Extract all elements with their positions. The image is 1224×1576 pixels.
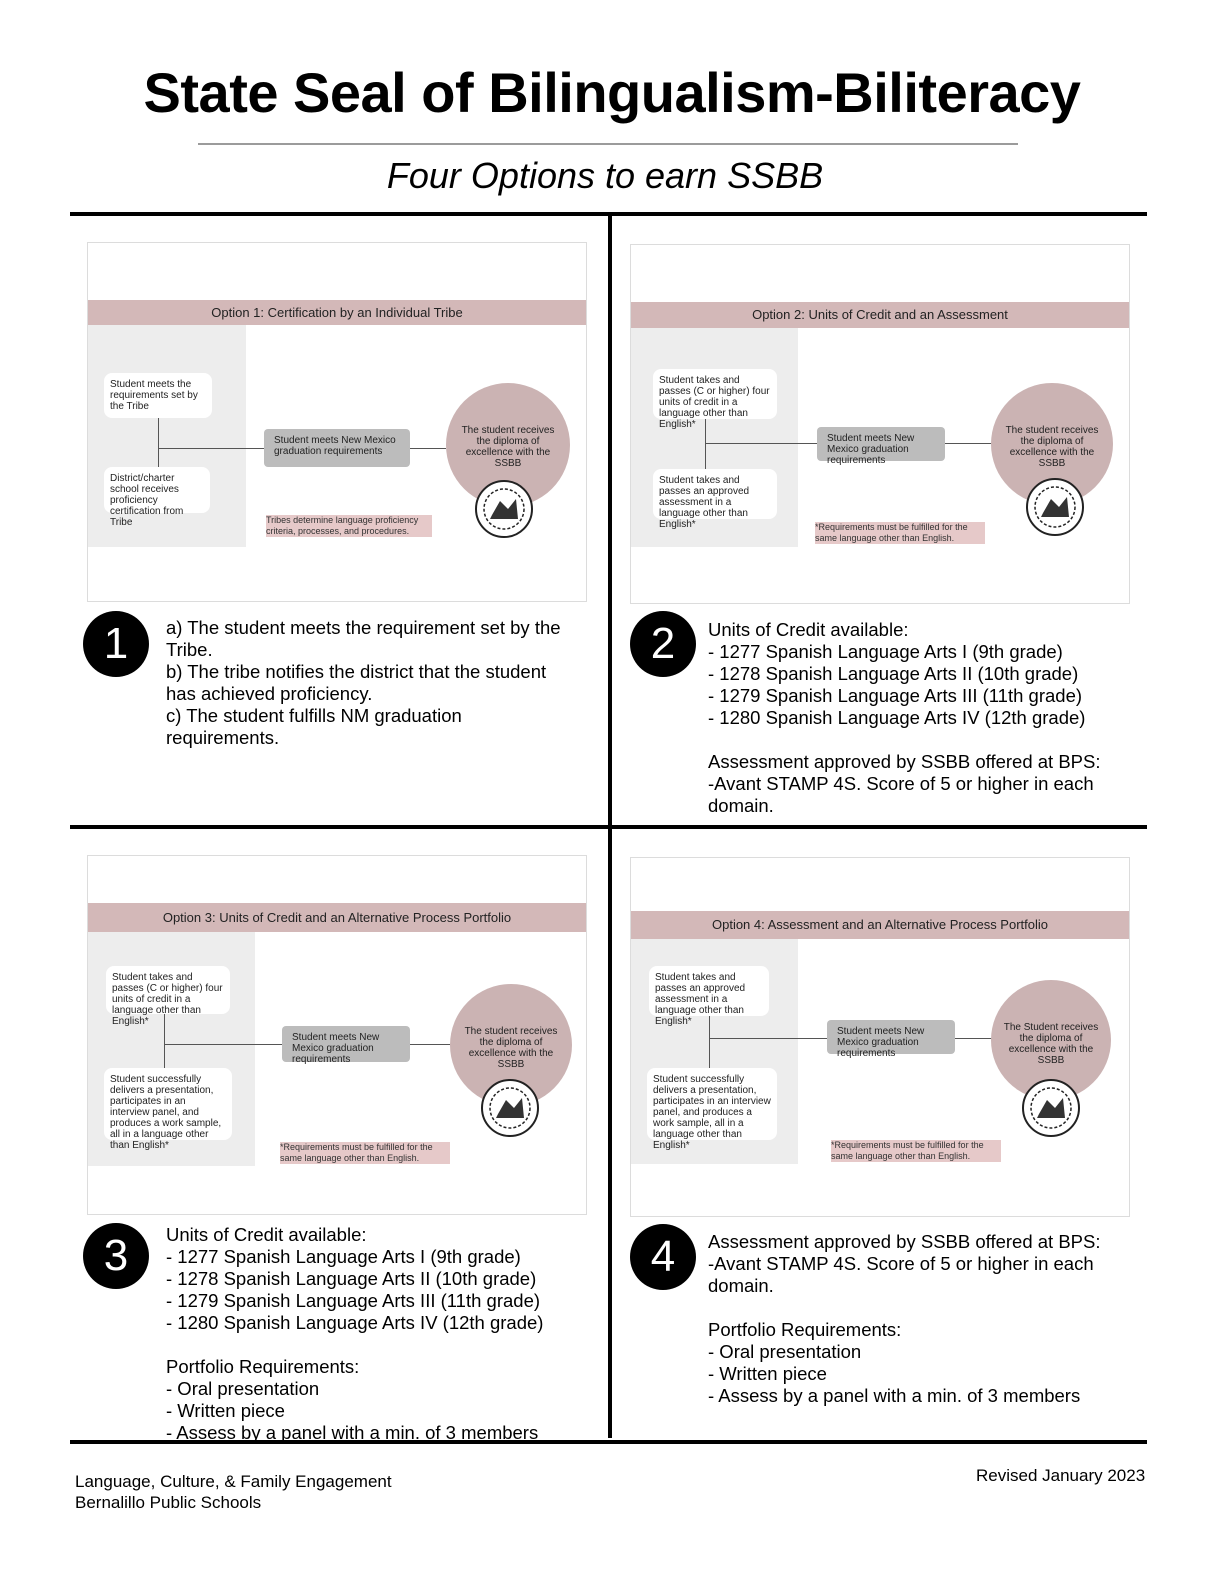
connector: [410, 1044, 450, 1045]
option-4-assessment-box: Student takes and passes an approved assessment in a language other than English*: [649, 966, 769, 1016]
connector: [955, 1038, 993, 1039]
option-1-slide: [87, 242, 587, 602]
option-4-portfolio-box: Student successfully delivers a presentation, participates in an interview panel, and produces a work sample, all in a language other than English*: [647, 1068, 777, 1140]
connector: [709, 1016, 710, 1068]
option-1-slide-heading: Option 1: Certification by an Individual Tribe: [88, 300, 586, 325]
option-4-note: *Requirements must be fulfilled for the same language other than English.: [831, 1140, 1001, 1162]
option-3-graduation-box: Student meets New Mexico graduation requirements: [282, 1026, 410, 1062]
state-seal-icon: [1021, 1078, 1081, 1138]
connector: [158, 448, 264, 449]
option-1-requirement-box: Student meets the requirements set by the Tribe: [104, 373, 212, 418]
option-3-credit-box: Student takes and passes (C or higher) four units of credit in a language other than English*: [106, 966, 230, 1014]
option-1-note: Tribes determine language proficiency criteria, processes, and procedures.: [266, 515, 432, 537]
state-seal-icon: [474, 479, 534, 539]
title-divider: [198, 143, 1018, 145]
option-1-diploma-text: The student receives the diploma of excellence with the SSBB: [461, 425, 555, 469]
option-2-graduation-box: Student meets New Mexico graduation requirements: [817, 427, 945, 461]
connector: [705, 419, 706, 471]
option-4-diploma-text: The Student receives the diploma of excellence with the SSBB: [1003, 1022, 1099, 1066]
option-2-assessment-box: Student takes and passes an approved assessment in a language other than English*: [653, 469, 777, 519]
option-4-graduation-box: Student meets New Mexico graduation requirements: [827, 1020, 955, 1054]
state-seal-icon: [1025, 477, 1085, 537]
option-4-slide-heading: Option 4: Assessment and an Alternative Process Portfolio: [631, 911, 1129, 939]
option-2-credit-box: Student takes and passes (C or higher) four units of credit in a language other than English*: [653, 369, 777, 419]
option-3-slide-heading: Option 3: Units of Credit and an Alternative Process Portfolio: [88, 903, 586, 932]
option-2-slide-heading: Option 2: Units of Credit and an Assessment: [631, 302, 1129, 328]
page-subtitle: Four Options to earn SSBB: [386, 155, 824, 196]
option-3-description: Units of Credit available: - 1277 Spanish Language Arts I (9th grade) - 1278 Spanish Language Arts II (10th grade) - 1279 Spanish Language Arts III (11th grade) - 1280 Spanish Language Arts IV (12th grade) Portfolio Requirements: - Oral presentation - Written piece - Assess by a panel with a min. of 3 members: [166, 1224, 544, 1443]
option-3-diploma-text: The student receives the diploma of excellence with the SSBB: [464, 1026, 558, 1070]
option-3-number-badge: 3: [83, 1223, 149, 1289]
option-4-description: Assessment approved by SSBB offered at BPS: -Avant STAMP 4S. Score of 5 or higher in each domain. Portfolio Requirements: - Oral presentation - Written piece - Assess by a panel with a min. of 3 members: [708, 1231, 1101, 1406]
state-seal-icon: [480, 1078, 540, 1138]
option-1-certification-box: District/charter school receives proficiency certification from Tribe: [104, 467, 210, 513]
option-2-slide: [630, 244, 1130, 604]
option-3-portfolio-box: Student successfully delivers a presentation, participates in an interview panel, and produces a work sample, all in a language other than English*: [104, 1068, 232, 1140]
connector: [709, 1038, 827, 1039]
footer-revision-date: Revised January 2023: [976, 1466, 1146, 1485]
option-4-number-badge: 4: [630, 1224, 696, 1290]
option-4-slide: [630, 857, 1130, 1217]
option-3-note: *Requirements must be fulfilled for the same language other than English.: [280, 1142, 450, 1164]
option-1-graduation-box: Student meets New Mexico graduation requirements: [264, 429, 410, 467]
option-2-description: Units of Credit available: - 1277 Spanish Language Arts I (9th grade) - 1278 Spanish Language Arts II (10th grade) - 1279 Spanish Language Arts III (11th grade) - 1280 Spanish Language Arts IV (12th grade) Assessment approved by SSBB offered at BPS: -Avant STAMP 4S. Score of 5 or higher in each domain.: [708, 619, 1101, 816]
footer-organization: Language, Culture, & Family Engagement Bernalillo Public Schools: [75, 1472, 392, 1512]
connector: [164, 1044, 282, 1045]
connector: [410, 448, 446, 449]
option-2-note: *Requirements must be fulfilled for the same language other than English.: [815, 522, 985, 544]
option-1-description: a) The student meets the requirement set by the Tribe. b) The tribe notifies the district that the student has achieved proficiency. c) The student fulfills NM graduation requirements.: [166, 617, 561, 748]
page-title: State Seal of Bilingualism-Biliteracy: [143, 61, 1081, 124]
option-2-diploma-text: The student receives the diploma of excellence with the SSBB: [1005, 425, 1099, 469]
option-3-slide: [87, 855, 587, 1215]
connector: [705, 443, 817, 444]
option-1-number-badge: 1: [83, 611, 149, 677]
connector: [158, 418, 159, 468]
connector: [945, 443, 991, 444]
grid-vertical-line: [608, 212, 612, 1438]
connector: [164, 1014, 165, 1068]
option-2-number-badge: 2: [630, 611, 696, 677]
